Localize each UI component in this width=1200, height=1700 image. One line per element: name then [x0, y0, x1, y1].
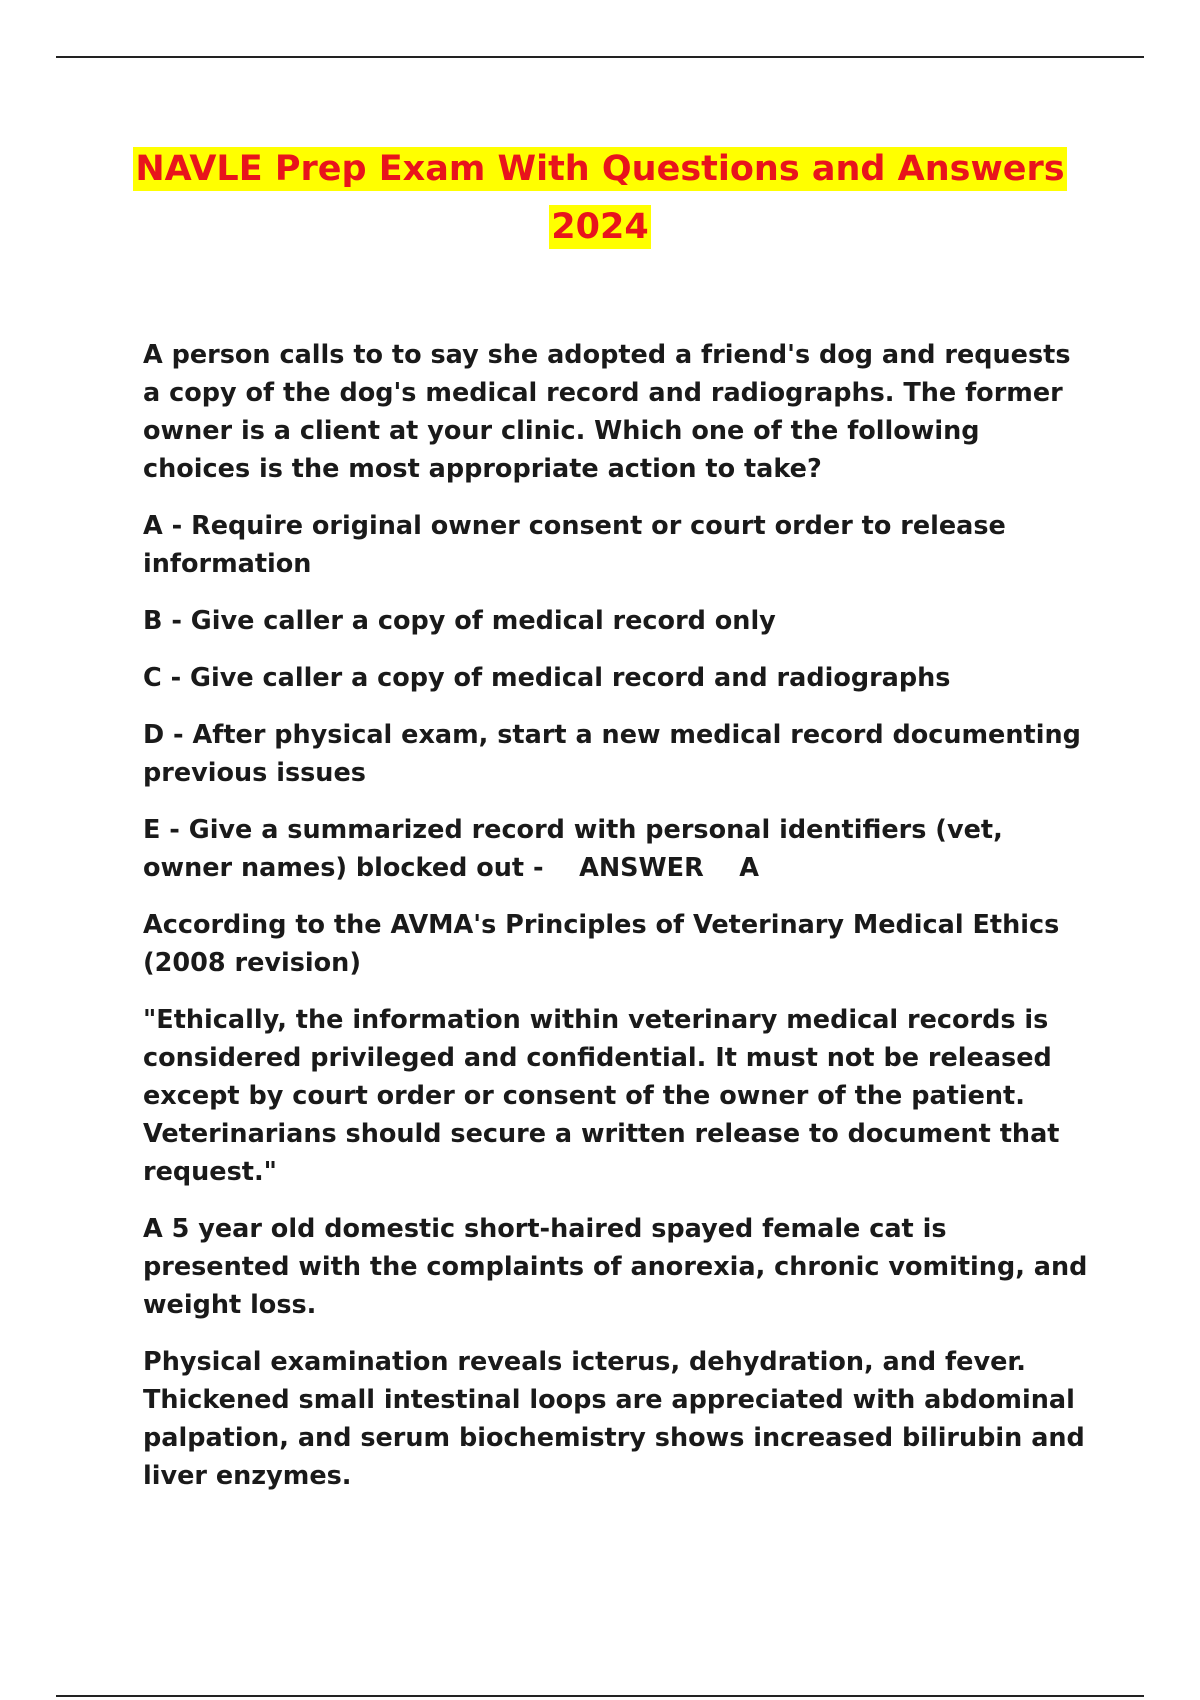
question-1-stem: A person calls to to say she adopted a friend's dog and requests a copy of the dog's medical record and radiographs. The former owner is a client at your clinic. Which one of the following choices is the most appropriate action to take?	[143, 340, 1080, 484]
document-title	[56, 140, 1144, 256]
explanation-quote: "Ethically, the information within veterinary medical records is considered privileged and confidential. It must not be released except by court order or consent of the owner of the patient. Veterinarians should secure a written release to document that request."	[143, 1005, 1069, 1187]
question-2-findings: Physical examination reveals icterus, dehydration, and fever. Thickened small intestinal loops are appreciated with abdominal palpation, and serum biochemistry shows increased bilirubin and liver enzymes.	[143, 1347, 1094, 1491]
bottom-divider	[56, 1695, 1144, 1697]
question-1-option-b: B - Give caller a copy of medical record only	[143, 606, 776, 636]
top-divider	[56, 56, 1144, 58]
title-line-1: NAVLE Prep Exam With Questions and Answers	[135, 149, 1065, 189]
document-body	[143, 336, 1097, 1514]
question-2-presentation: A 5 year old domestic short-haired spayed female cat is presented with the complaints of anorexia, chronic vomiting, and weight loss.	[143, 1214, 1097, 1320]
question-1-option-d: D - After physical exam, start a new medical record documenting previous issues	[143, 720, 1090, 788]
title-line-2: 2024	[551, 207, 649, 247]
explanation-source: According to the AVMA's Principles of Veterinary Medical Ethics (2008 revision)	[143, 910, 1069, 978]
question-1-option-a: A - Require original owner consent or court order to release information	[143, 511, 1015, 579]
question-1-option-c: C - Give caller a copy of medical record and radiographs	[143, 663, 951, 693]
question-1-option-e-answer: E - Give a summarized record with personal identifiers (vet, owner names) blocked out - ANSWER A	[143, 815, 1012, 883]
